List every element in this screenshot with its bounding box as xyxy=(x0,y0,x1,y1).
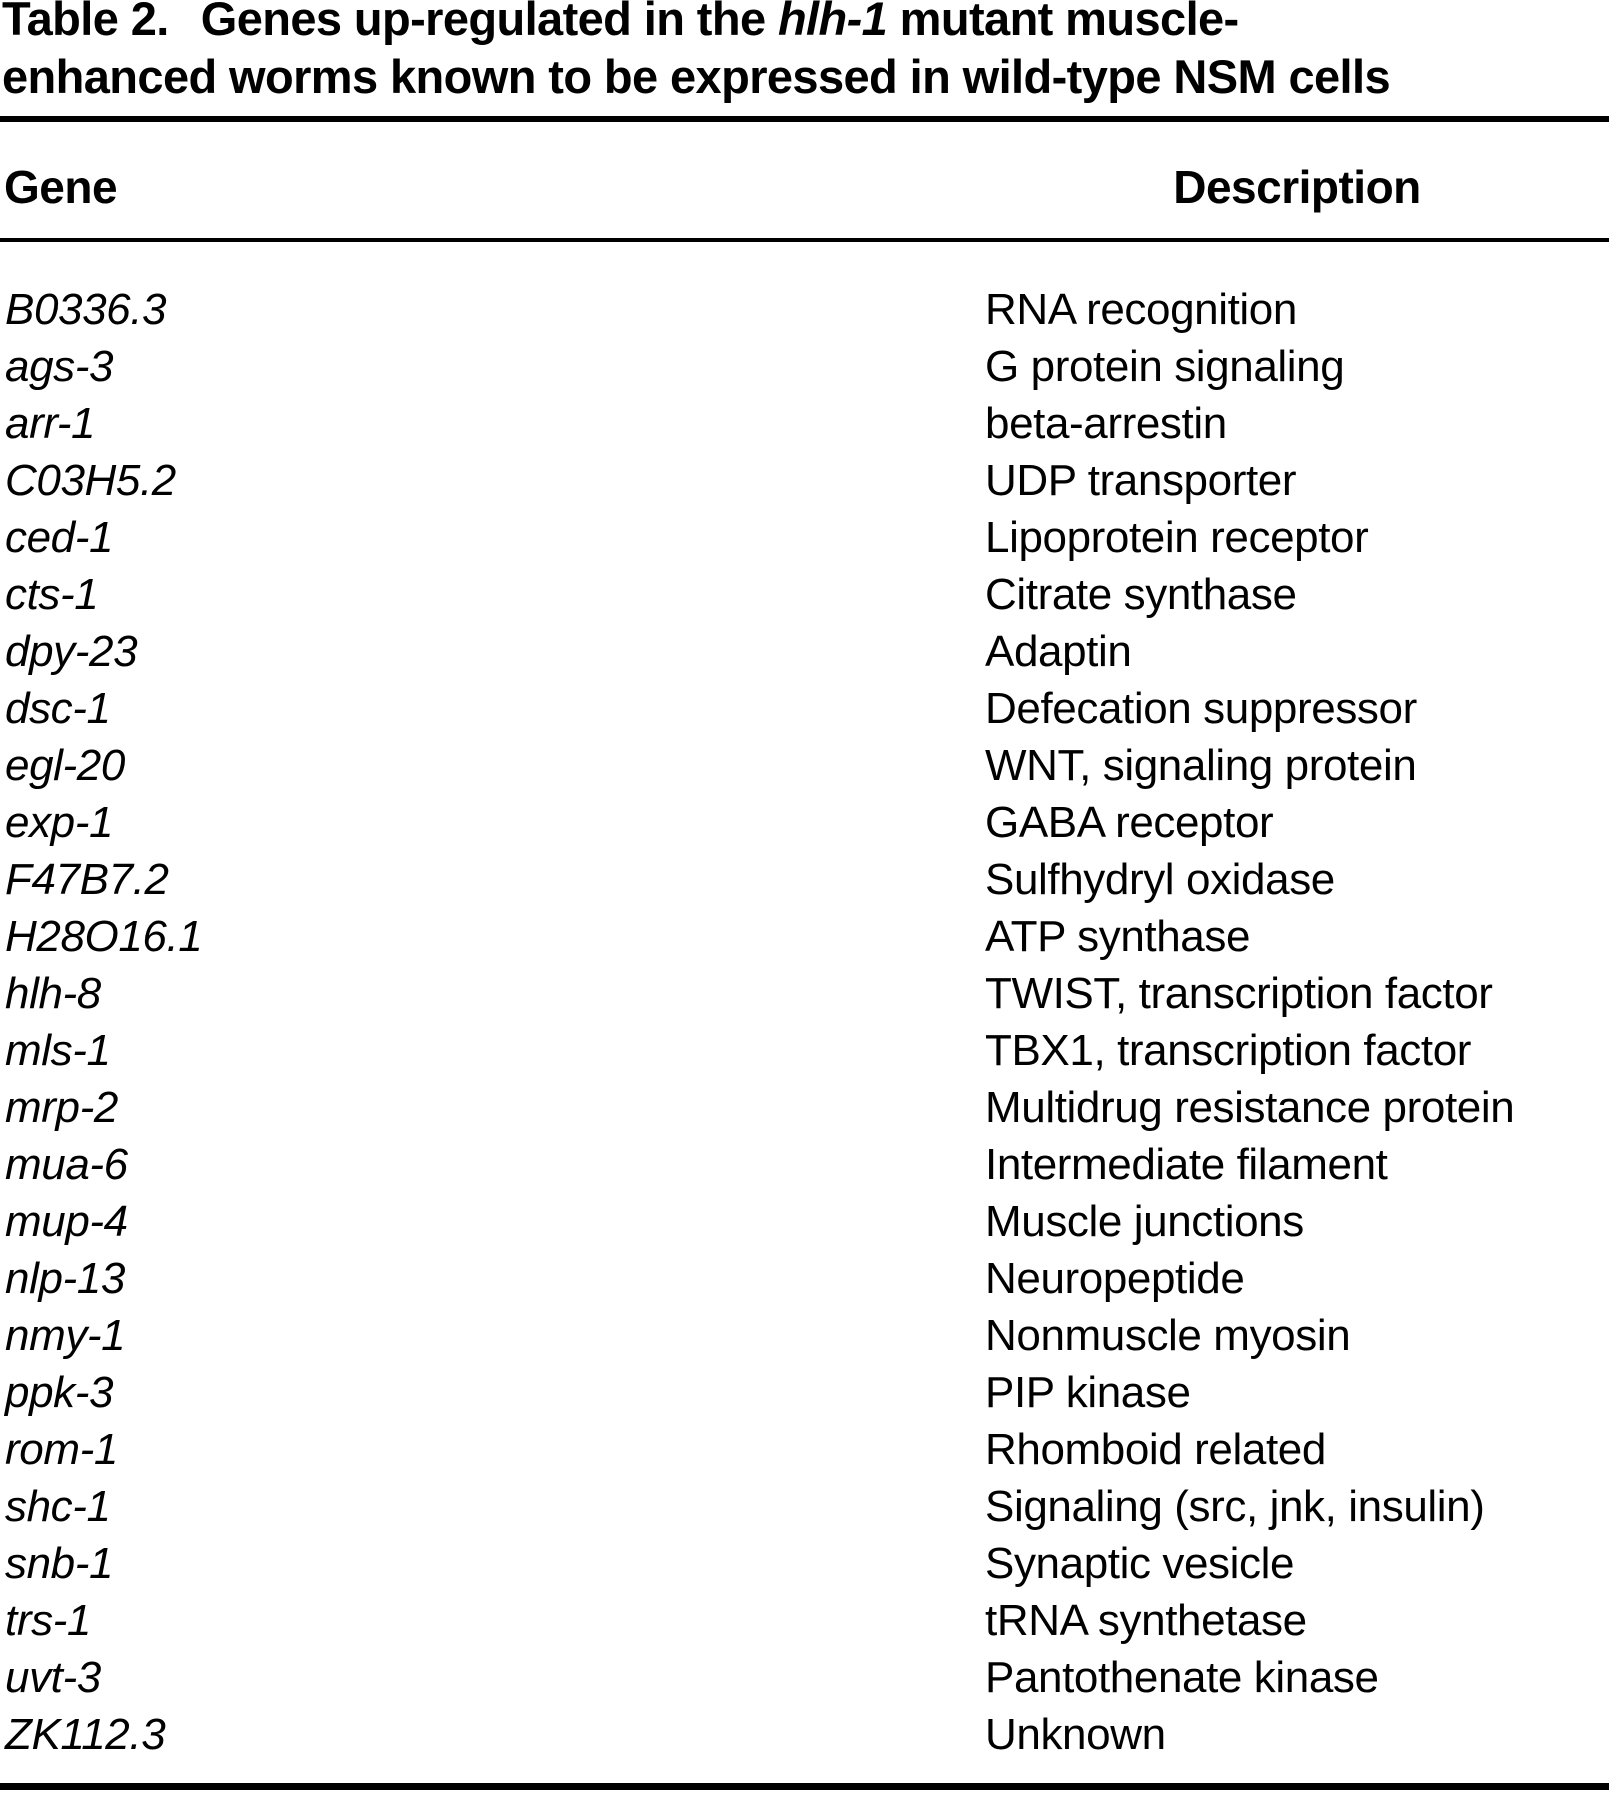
table-title xyxy=(2,0,1542,106)
table-row xyxy=(0,1193,1609,1250)
description-cell: GABA receptor xyxy=(985,798,1274,847)
description-cell: TBX1, transcription factor xyxy=(985,1026,1472,1075)
gene-cell: mls-1 xyxy=(5,1026,111,1075)
description-cell: G protein signaling xyxy=(985,342,1345,391)
description-cell: RNA recognition xyxy=(985,285,1297,334)
table-row xyxy=(0,680,1609,737)
bottom-rule xyxy=(0,1783,1609,1790)
gene-cell: egl-20 xyxy=(5,741,125,790)
gene-cell: dsc-1 xyxy=(5,684,111,733)
gene-cell: arr-1 xyxy=(5,399,96,448)
table-row xyxy=(0,452,1609,509)
table-row xyxy=(0,1136,1609,1193)
table-rows xyxy=(0,281,1609,1763)
table-row xyxy=(0,851,1609,908)
gene-cell: F47B7.2 xyxy=(5,855,169,904)
description-cell: Synaptic vesicle xyxy=(985,1539,1295,1588)
table-row xyxy=(0,908,1609,965)
gene-cell: ppk-3 xyxy=(5,1368,114,1417)
header-rule xyxy=(0,238,1609,242)
description-cell: tRNA synthetase xyxy=(985,1596,1307,1645)
gene-cell: nlp-13 xyxy=(5,1254,125,1303)
table-row xyxy=(0,566,1609,623)
table-title-suffix: mutant muscle- xyxy=(887,0,1239,45)
description-cell: Multidrug resistance protein xyxy=(985,1083,1515,1132)
gene-cell: ags-3 xyxy=(5,342,114,391)
gene-cell: C03H5.2 xyxy=(5,456,176,505)
description-cell: TWIST, transcription factor xyxy=(985,969,1493,1018)
description-cell: Adaptin xyxy=(985,627,1132,676)
table-title-gene-italic: hlh-1 xyxy=(777,0,888,45)
gene-cell: ZK112.3 xyxy=(5,1710,166,1759)
description-cell: Neuropeptide xyxy=(985,1254,1245,1303)
description-cell: Signaling (src, jnk, insulin) xyxy=(985,1482,1485,1531)
description-cell: beta-arrestin xyxy=(985,399,1227,448)
table-row xyxy=(0,1307,1609,1364)
table-row xyxy=(0,1592,1609,1649)
gene-cell: mup-4 xyxy=(5,1197,128,1246)
gene-cell: rom-1 xyxy=(5,1425,118,1474)
gene-cell: cts-1 xyxy=(5,570,99,619)
description-cell: Unknown xyxy=(985,1710,1166,1759)
top-rule xyxy=(0,116,1609,122)
table-label: Table 2. xyxy=(2,0,169,45)
table-row xyxy=(0,737,1609,794)
gene-cell: mua-6 xyxy=(5,1140,128,1189)
table-row xyxy=(0,1535,1609,1592)
gene-cell: hlh-8 xyxy=(5,969,101,1018)
table-row xyxy=(0,1706,1609,1763)
column-header-gene: Gene xyxy=(4,161,118,213)
description-cell: UDP transporter xyxy=(985,456,1297,505)
gene-cell: uvt-3 xyxy=(5,1653,101,1702)
gene-cell: mrp-2 xyxy=(5,1083,118,1132)
description-cell: Pantothenate kinase xyxy=(985,1653,1379,1702)
gene-cell: ced-1 xyxy=(5,513,114,562)
description-cell: Lipoprotein receptor xyxy=(985,513,1369,562)
description-cell: ATP synthase xyxy=(985,912,1251,961)
description-cell: Sulfhydryl oxidase xyxy=(985,855,1335,904)
description-cell: Defecation suppressor xyxy=(985,684,1417,733)
table-row xyxy=(0,1364,1609,1421)
description-cell: Rhomboid related xyxy=(985,1425,1326,1474)
table-row xyxy=(0,1079,1609,1136)
description-cell: Muscle junctions xyxy=(985,1197,1304,1246)
description-cell: Intermediate filament xyxy=(985,1140,1388,1189)
gene-cell: snb-1 xyxy=(5,1539,114,1588)
gene-cell: nmy-1 xyxy=(5,1311,126,1360)
table-row xyxy=(0,281,1609,338)
column-header-description: Description xyxy=(1173,161,1421,213)
description-cell: PIP kinase xyxy=(985,1368,1191,1417)
gene-cell: H28O16.1 xyxy=(5,912,203,961)
table-row xyxy=(0,1022,1609,1079)
gene-cell: shc-1 xyxy=(5,1482,111,1531)
table-row xyxy=(0,395,1609,452)
table-row xyxy=(0,965,1609,1022)
table-title-prefix: Genes up-regulated in the xyxy=(200,0,778,45)
description-cell: WNT, signaling protein xyxy=(985,741,1417,790)
table-row xyxy=(0,338,1609,395)
table-row xyxy=(0,1649,1609,1706)
gene-cell: trs-1 xyxy=(5,1596,92,1645)
table-row xyxy=(0,1250,1609,1307)
description-cell: Citrate synthase xyxy=(985,570,1297,619)
gene-cell: exp-1 xyxy=(5,798,114,847)
table-row xyxy=(0,1478,1609,1535)
table-row xyxy=(0,623,1609,680)
gene-cell: B0336.3 xyxy=(5,285,167,334)
table-header-row xyxy=(0,158,1609,216)
table-title-line2: enhanced worms known to be expressed in wild-type NSM cells xyxy=(2,50,1391,103)
table-row xyxy=(0,509,1609,566)
table-row xyxy=(0,1421,1609,1478)
gene-cell: dpy-23 xyxy=(5,627,138,676)
table-row xyxy=(0,794,1609,851)
description-cell: Nonmuscle myosin xyxy=(985,1311,1351,1360)
